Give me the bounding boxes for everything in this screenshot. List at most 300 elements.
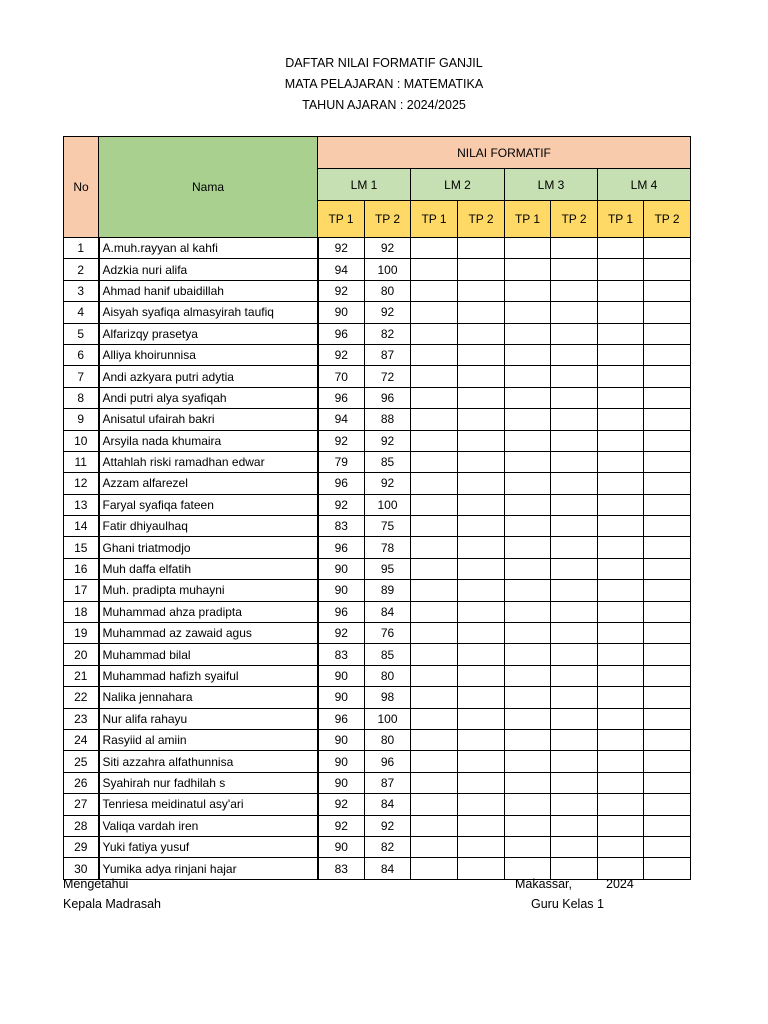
no-cell: 8 <box>64 387 99 408</box>
no-cell: 20 <box>64 644 99 665</box>
lm1-tp2-cell: 85 <box>365 451 411 472</box>
lm2-tp1-cell <box>411 323 458 344</box>
lm3-tp2-cell <box>551 451 598 472</box>
lm2-tp1-cell <box>411 729 458 750</box>
lm2-tp1-cell <box>411 708 458 729</box>
lm4-tp1-cell <box>598 580 644 601</box>
lm2-tp2-cell <box>458 665 505 686</box>
lm4-tp2-cell <box>644 430 691 451</box>
lm1-tp1-cell: 90 <box>318 687 365 708</box>
name-cell: Syahirah nur fadhilah s <box>99 772 318 793</box>
lm1-tp2-cell: 92 <box>365 302 411 323</box>
lm3-tp1-cell <box>505 451 551 472</box>
lm2-tp2-cell <box>458 623 505 644</box>
lm2-tp2-cell <box>458 451 505 472</box>
lm3-tp1-cell <box>505 815 551 836</box>
lm4-tp2-cell <box>644 836 691 857</box>
lm4-tp2-cell <box>644 644 691 665</box>
lm1-tp2-cell: 80 <box>365 729 411 750</box>
lm1-tp2-cell: 87 <box>365 344 411 365</box>
lm1-tp1-cell: 96 <box>318 708 365 729</box>
no-cell: 16 <box>64 558 99 579</box>
lm4-tp1-cell <box>598 387 644 408</box>
lm3-tp1-cell <box>505 430 551 451</box>
lm3-tp1-cell <box>505 708 551 729</box>
no-cell: 15 <box>64 537 99 558</box>
lm4-tp2-cell <box>644 623 691 644</box>
table-row <box>64 708 691 729</box>
lm3-tp1-cell <box>505 409 551 430</box>
lm4-tp1-cell <box>598 516 644 537</box>
lm1-tp2-cell: 84 <box>365 794 411 815</box>
lm4-tp2-cell <box>644 794 691 815</box>
lm4-tp2-cell <box>644 772 691 793</box>
no-cell: 1 <box>64 238 99 259</box>
name-cell: Andi azkyara putri adytia <box>99 366 318 387</box>
header-lm3-tp1: TP 1 <box>505 201 551 238</box>
lm3-tp2-cell <box>551 558 598 579</box>
lm3-tp1-cell <box>505 644 551 665</box>
lm1-tp2-cell: 98 <box>365 687 411 708</box>
lm3-tp1-cell <box>505 280 551 301</box>
lm2-tp2-cell <box>458 323 505 344</box>
lm2-tp1-cell <box>411 259 458 280</box>
lm3-tp1-cell <box>505 516 551 537</box>
lm4-tp2-cell <box>644 580 691 601</box>
no-cell: 25 <box>64 751 99 772</box>
lm2-tp2-cell <box>458 580 505 601</box>
lm1-tp1-cell: 92 <box>318 623 365 644</box>
lm2-tp2-cell <box>458 302 505 323</box>
lm1-tp1-cell: 94 <box>318 409 365 430</box>
lm2-tp1-cell <box>411 772 458 793</box>
lm4-tp2-cell <box>644 729 691 750</box>
no-cell: 12 <box>64 473 99 494</box>
mengetahui-label: Mengetahui <box>63 877 129 891</box>
header-lm2: LM 2 <box>411 169 505 201</box>
lm2-tp1-cell <box>411 644 458 665</box>
lm3-tp1-cell <box>505 259 551 280</box>
lm3-tp2-cell <box>551 729 598 750</box>
lm4-tp1-cell <box>598 751 644 772</box>
lm3-tp1-cell <box>505 665 551 686</box>
lm4-tp2-cell <box>644 537 691 558</box>
table-row <box>64 259 691 280</box>
lm3-tp2-cell <box>551 259 598 280</box>
name-cell: Anisatul ufairah bakri <box>99 409 318 430</box>
no-cell: 9 <box>64 409 99 430</box>
lm4-tp2-cell <box>644 366 691 387</box>
lm3-tp1-cell <box>505 580 551 601</box>
lm1-tp1-cell: 90 <box>318 751 365 772</box>
lm1-tp1-cell: 92 <box>318 494 365 515</box>
lm4-tp2-cell <box>644 344 691 365</box>
lm3-tp2-cell <box>551 751 598 772</box>
lm2-tp2-cell <box>458 409 505 430</box>
lm3-tp1-cell <box>505 794 551 815</box>
lm4-tp2-cell <box>644 323 691 344</box>
lm3-tp1-cell <box>505 473 551 494</box>
lm3-tp2-cell <box>551 537 598 558</box>
lm3-tp1-cell <box>505 836 551 857</box>
lm1-tp2-cell: 96 <box>365 751 411 772</box>
title-line-1: DAFTAR NILAI FORMATIF GANJIL <box>285 56 483 70</box>
header-lm2-tp1: TP 1 <box>411 201 458 238</box>
lm2-tp2-cell <box>458 430 505 451</box>
no-cell: 29 <box>64 836 99 857</box>
table-row <box>64 451 691 472</box>
lm1-tp2-cell: 88 <box>365 409 411 430</box>
grades-table <box>63 136 691 880</box>
lm1-tp2-cell: 96 <box>365 387 411 408</box>
lm2-tp2-cell <box>458 366 505 387</box>
lm1-tp1-cell: 83 <box>318 644 365 665</box>
no-cell: 27 <box>64 794 99 815</box>
name-cell: Adzkia nuri alifa <box>99 259 318 280</box>
no-cell: 7 <box>64 366 99 387</box>
lm1-tp1-cell: 96 <box>318 473 365 494</box>
no-cell: 10 <box>64 430 99 451</box>
name-cell: Aisyah syafiqa almasyirah taufiq <box>99 302 318 323</box>
lm1-tp2-cell: 89 <box>365 580 411 601</box>
lm3-tp2-cell <box>551 623 598 644</box>
lm1-tp2-cell: 100 <box>365 494 411 515</box>
name-cell: Nalika jennahara <box>99 687 318 708</box>
lm1-tp1-cell: 96 <box>318 537 365 558</box>
no-cell: 3 <box>64 280 99 301</box>
lm4-tp2-cell <box>644 451 691 472</box>
lm3-tp1-cell <box>505 601 551 622</box>
table-row <box>64 601 691 622</box>
lm1-tp2-cell: 82 <box>365 836 411 857</box>
table-row <box>64 516 691 537</box>
kepala-madrasah-label: Kepala Madrasah <box>63 897 161 911</box>
lm1-tp1-cell: 90 <box>318 665 365 686</box>
lm3-tp1-cell <box>505 772 551 793</box>
lm4-tp1-cell <box>598 473 644 494</box>
lm4-tp1-cell <box>598 794 644 815</box>
no-cell: 19 <box>64 623 99 644</box>
name-cell: Muhammad bilal <box>99 644 318 665</box>
lm2-tp2-cell <box>458 238 505 259</box>
lm2-tp2-cell <box>458 708 505 729</box>
table-row <box>64 729 691 750</box>
header-lm4: LM 4 <box>598 169 691 201</box>
lm4-tp1-cell <box>598 537 644 558</box>
lm1-tp2-cell: 78 <box>365 537 411 558</box>
lm2-tp2-cell <box>458 516 505 537</box>
table-row <box>64 409 691 430</box>
lm4-tp1-cell <box>598 601 644 622</box>
lm1-tp2-cell: 80 <box>365 665 411 686</box>
lm3-tp1-cell <box>505 238 551 259</box>
lm4-tp2-cell <box>644 601 691 622</box>
lm2-tp1-cell <box>411 344 458 365</box>
lm4-tp1-cell <box>598 494 644 515</box>
table-row <box>64 580 691 601</box>
header-lm1-tp2: TP 2 <box>365 201 411 238</box>
lm4-tp1-cell <box>598 259 644 280</box>
lm1-tp2-cell: 92 <box>365 430 411 451</box>
lm3-tp2-cell <box>551 665 598 686</box>
lm3-tp1-cell <box>505 687 551 708</box>
header-lm4-tp1: TP 1 <box>598 201 644 238</box>
no-cell: 4 <box>64 302 99 323</box>
name-cell: Muhammad ahza pradipta <box>99 601 318 622</box>
lm4-tp2-cell <box>644 665 691 686</box>
table-row <box>64 494 691 515</box>
lm3-tp2-cell <box>551 516 598 537</box>
lm4-tp1-cell <box>598 836 644 857</box>
lm2-tp1-cell <box>411 580 458 601</box>
table-row <box>64 323 691 344</box>
lm3-tp2-cell <box>551 323 598 344</box>
lm2-tp1-cell <box>411 623 458 644</box>
name-cell: Valiqa vardah iren <box>99 815 318 836</box>
lm2-tp1-cell <box>411 558 458 579</box>
lm3-tp2-cell <box>551 409 598 430</box>
name-cell: Muh daffa elfatih <box>99 558 318 579</box>
lm2-tp1-cell <box>411 601 458 622</box>
lm4-tp1-cell <box>598 858 644 879</box>
lm1-tp1-cell: 90 <box>318 836 365 857</box>
lm3-tp1-cell <box>505 858 551 879</box>
name-cell: Faryal syafiqa fateen <box>99 494 318 515</box>
lm1-tp1-cell: 90 <box>318 558 365 579</box>
no-cell: 14 <box>64 516 99 537</box>
lm2-tp1-cell <box>411 494 458 515</box>
lm3-tp2-cell <box>551 238 598 259</box>
lm3-tp1-cell <box>505 558 551 579</box>
lm3-tp2-cell <box>551 430 598 451</box>
lm1-tp2-cell: 80 <box>365 280 411 301</box>
lm2-tp2-cell <box>458 280 505 301</box>
lm3-tp2-cell <box>551 794 598 815</box>
lm4-tp1-cell <box>598 772 644 793</box>
lm4-tp2-cell <box>644 708 691 729</box>
lm1-tp1-cell: 92 <box>318 794 365 815</box>
lm1-tp2-cell: 100 <box>365 259 411 280</box>
lm1-tp1-cell: 92 <box>318 238 365 259</box>
lm4-tp1-cell <box>598 238 644 259</box>
table-row <box>64 430 691 451</box>
lm3-tp2-cell <box>551 772 598 793</box>
lm2-tp1-cell <box>411 409 458 430</box>
year-label: 2024 <box>606 877 634 891</box>
table-row <box>64 665 691 686</box>
lm3-tp1-cell <box>505 366 551 387</box>
city-label: Makassar, <box>515 877 572 891</box>
lm2-tp1-cell <box>411 280 458 301</box>
name-cell: Muhammad az zawaid agus <box>99 623 318 644</box>
lm3-tp1-cell <box>505 344 551 365</box>
lm1-tp2-cell: 87 <box>365 772 411 793</box>
lm2-tp2-cell <box>458 259 505 280</box>
lm1-tp2-cell: 85 <box>365 644 411 665</box>
name-cell: Ahmad hanif ubaidillah <box>99 280 318 301</box>
table-row <box>64 280 691 301</box>
lm3-tp2-cell <box>551 302 598 323</box>
lm2-tp1-cell <box>411 687 458 708</box>
name-cell: Andi putri alya syafiqah <box>99 387 318 408</box>
lm1-tp1-cell: 94 <box>318 259 365 280</box>
table-row <box>64 836 691 857</box>
lm4-tp1-cell <box>598 558 644 579</box>
lm1-tp2-cell: 92 <box>365 238 411 259</box>
lm1-tp2-cell: 95 <box>365 558 411 579</box>
lm2-tp2-cell <box>458 537 505 558</box>
title-line-2: MATA PELAJARAN : MATEMATIKA <box>284 77 484 91</box>
lm2-tp1-cell <box>411 302 458 323</box>
lm1-tp1-cell: 92 <box>318 430 365 451</box>
lm4-tp2-cell <box>644 259 691 280</box>
table-row <box>64 687 691 708</box>
lm1-tp1-cell: 92 <box>318 815 365 836</box>
no-cell: 22 <box>64 687 99 708</box>
table-row <box>64 366 691 387</box>
no-cell: 18 <box>64 601 99 622</box>
lm4-tp1-cell <box>598 302 644 323</box>
name-cell: A.muh.rayyan al kahfi <box>99 238 318 259</box>
name-cell: Attahlah riski ramadhan edwar <box>99 451 318 472</box>
name-cell: Fatir dhiyaulhaq <box>99 516 318 537</box>
table-row <box>64 815 691 836</box>
table-row <box>64 473 691 494</box>
lm4-tp2-cell <box>644 473 691 494</box>
name-cell: Muh. pradipta muhayni <box>99 580 318 601</box>
lm1-tp2-cell: 76 <box>365 623 411 644</box>
lm2-tp2-cell <box>458 494 505 515</box>
lm2-tp1-cell <box>411 366 458 387</box>
no-cell: 30 <box>64 858 99 879</box>
lm1-tp1-cell: 90 <box>318 729 365 750</box>
lm4-tp2-cell <box>644 494 691 515</box>
lm1-tp2-cell: 84 <box>365 858 411 879</box>
lm2-tp2-cell <box>458 772 505 793</box>
lm4-tp1-cell <box>598 409 644 430</box>
lm3-tp2-cell <box>551 708 598 729</box>
lm3-tp2-cell <box>551 580 598 601</box>
header-nama: Nama <box>99 137 318 238</box>
lm2-tp2-cell <box>458 815 505 836</box>
lm2-tp1-cell <box>411 858 458 879</box>
lm2-tp2-cell <box>458 858 505 879</box>
name-cell: Tenriesa meidinatul asy'ari <box>99 794 318 815</box>
lm4-tp1-cell <box>598 366 644 387</box>
lm1-tp1-cell: 92 <box>318 344 365 365</box>
lm1-tp2-cell: 75 <box>365 516 411 537</box>
lm1-tp1-cell: 90 <box>318 772 365 793</box>
no-cell: 2 <box>64 259 99 280</box>
lm2-tp1-cell <box>411 451 458 472</box>
lm4-tp1-cell <box>598 430 644 451</box>
lm3-tp1-cell <box>505 729 551 750</box>
lm1-tp2-cell: 84 <box>365 601 411 622</box>
lm4-tp1-cell <box>598 687 644 708</box>
lm1-tp2-cell: 92 <box>365 815 411 836</box>
name-cell: Muhammad hafizh syaiful <box>99 665 318 686</box>
table-row <box>64 794 691 815</box>
lm2-tp1-cell <box>411 815 458 836</box>
no-cell: 5 <box>64 323 99 344</box>
no-cell: 6 <box>64 344 99 365</box>
lm2-tp1-cell <box>411 751 458 772</box>
lm2-tp1-cell <box>411 430 458 451</box>
lm4-tp2-cell <box>644 238 691 259</box>
lm3-tp2-cell <box>551 601 598 622</box>
table-row <box>64 302 691 323</box>
lm4-tp2-cell <box>644 751 691 772</box>
lm2-tp2-cell <box>458 473 505 494</box>
lm1-tp2-cell: 82 <box>365 323 411 344</box>
lm4-tp1-cell <box>598 815 644 836</box>
lm1-tp2-cell: 92 <box>365 473 411 494</box>
header-lm3: LM 3 <box>505 169 598 201</box>
lm1-tp1-cell: 90 <box>318 302 365 323</box>
no-cell: 17 <box>64 580 99 601</box>
table-row <box>64 772 691 793</box>
name-cell: Rasyiid al amiin <box>99 729 318 750</box>
name-cell: Yuki fatiya yusuf <box>99 836 318 857</box>
no-cell: 13 <box>64 494 99 515</box>
table-row <box>64 238 691 259</box>
table-row <box>64 751 691 772</box>
header-lm1-tp1: TP 1 <box>318 201 365 238</box>
lm3-tp2-cell <box>551 858 598 879</box>
lm3-tp2-cell <box>551 387 598 408</box>
no-cell: 26 <box>64 772 99 793</box>
lm1-tp1-cell: 83 <box>318 516 365 537</box>
lm4-tp2-cell <box>644 516 691 537</box>
lm3-tp2-cell <box>551 344 598 365</box>
lm1-tp1-cell: 92 <box>318 280 365 301</box>
table-row <box>64 387 691 408</box>
lm4-tp2-cell <box>644 858 691 879</box>
name-cell: Arsyila nada khumaira <box>99 430 318 451</box>
header-lm4-tp2: TP 2 <box>644 201 691 238</box>
lm3-tp2-cell <box>551 644 598 665</box>
lm1-tp1-cell: 90 <box>318 580 365 601</box>
lm4-tp2-cell <box>644 302 691 323</box>
lm2-tp1-cell <box>411 836 458 857</box>
header-lm2-tp2: TP 2 <box>458 201 505 238</box>
lm3-tp2-cell <box>551 494 598 515</box>
lm2-tp2-cell <box>458 794 505 815</box>
table-row <box>64 858 691 879</box>
lm2-tp2-cell <box>458 558 505 579</box>
lm2-tp2-cell <box>458 729 505 750</box>
lm2-tp1-cell <box>411 516 458 537</box>
lm1-tp2-cell: 100 <box>365 708 411 729</box>
name-cell: Alliya khoirunnisa <box>99 344 318 365</box>
lm2-tp1-cell <box>411 794 458 815</box>
no-cell: 23 <box>64 708 99 729</box>
lm1-tp1-cell: 96 <box>318 387 365 408</box>
lm3-tp2-cell <box>551 815 598 836</box>
lm3-tp1-cell <box>505 323 551 344</box>
lm4-tp2-cell <box>644 687 691 708</box>
name-cell: Yumika adya rinjani hajar <box>99 858 318 879</box>
lm3-tp1-cell <box>505 537 551 558</box>
lm2-tp2-cell <box>458 836 505 857</box>
lm3-tp2-cell <box>551 473 598 494</box>
lm3-tp2-cell <box>551 280 598 301</box>
header-lm1: LM 1 <box>318 169 411 201</box>
lm2-tp1-cell <box>411 238 458 259</box>
lm4-tp1-cell <box>598 729 644 750</box>
table-row <box>64 558 691 579</box>
student-rows <box>64 238 691 880</box>
